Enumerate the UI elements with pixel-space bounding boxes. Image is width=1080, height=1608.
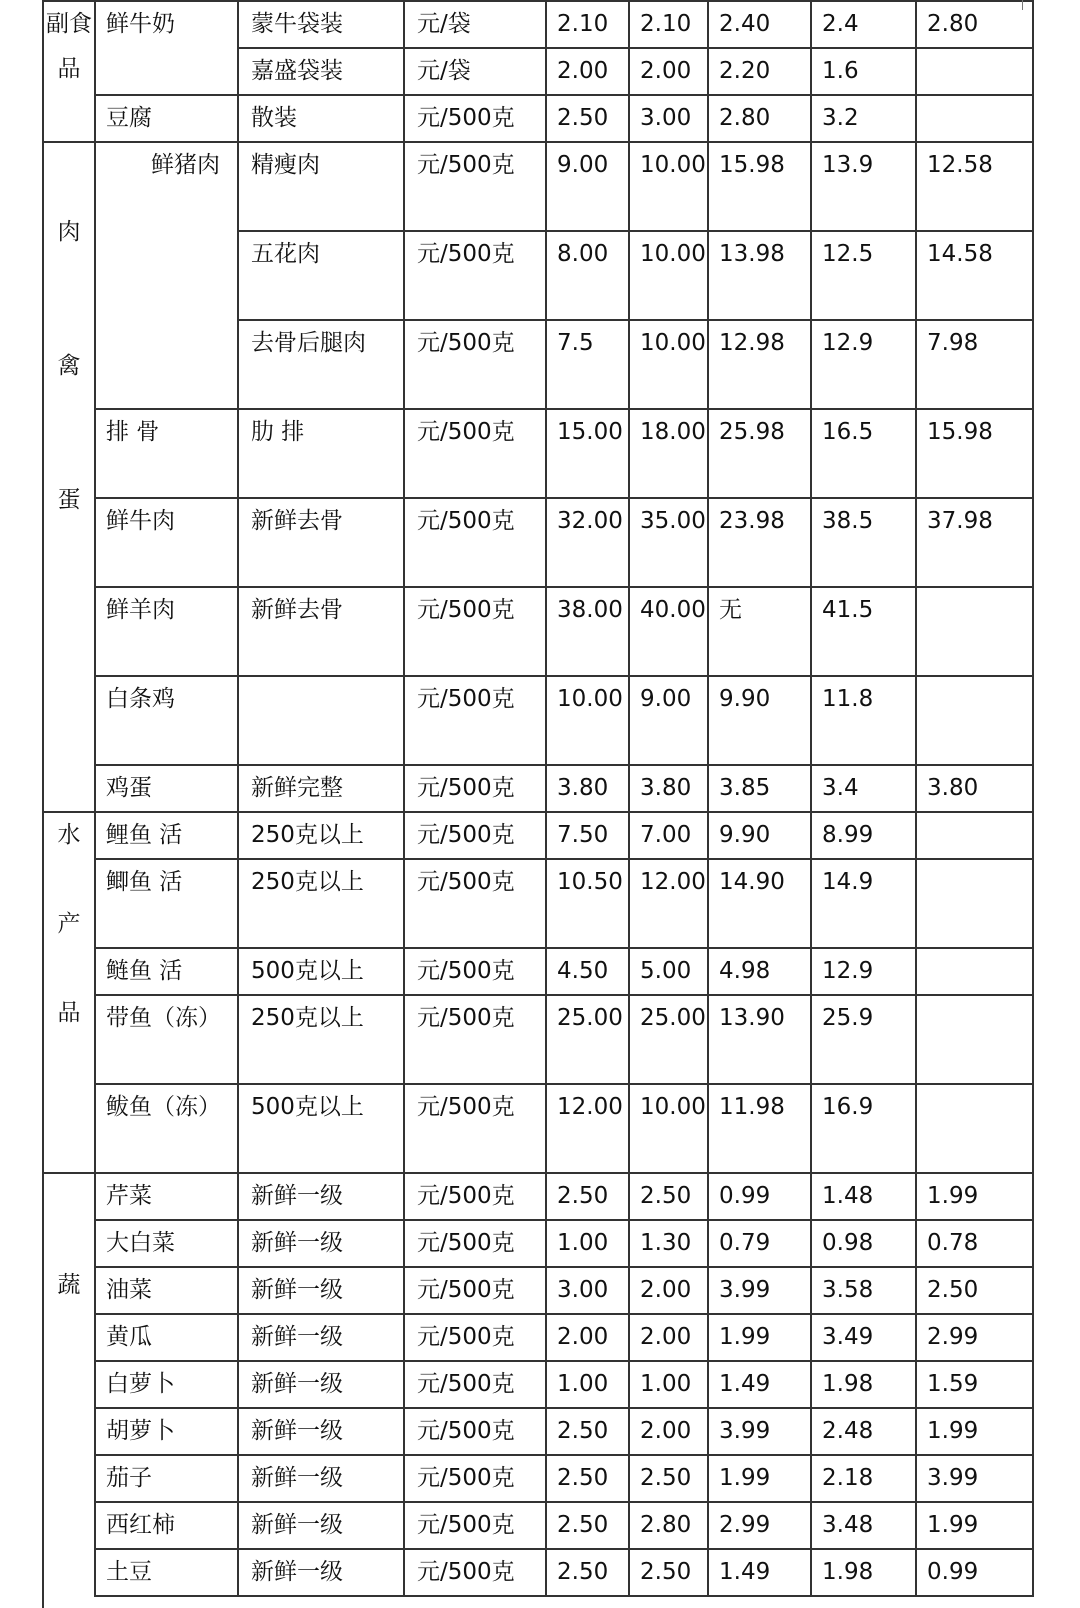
price-cell: 1.99	[916, 1173, 1033, 1220]
category-cell	[43, 1, 95, 142]
unit-cell: 元/500克	[404, 142, 546, 231]
price-cell: 2.10	[629, 1, 708, 48]
price-cell: 1.48	[811, 1173, 916, 1220]
table-row	[43, 1549, 1033, 1596]
price-cell: 7.00	[629, 812, 708, 859]
price-cell: 16.5	[811, 409, 916, 498]
price-cell: 25.98	[708, 409, 811, 498]
page-corner-mark	[1022, 0, 1023, 10]
price-cell: 9.00	[629, 676, 708, 765]
unit-cell: 元/500克	[404, 995, 546, 1084]
category-label: 副食品	[46, 11, 92, 82]
unit-cell: 元/500克	[404, 1502, 546, 1549]
price-cell: 无	[708, 587, 811, 676]
price-cell: 2.80	[708, 95, 811, 142]
price-cell: 2.50	[629, 1549, 708, 1596]
price-cell: 2.40	[708, 1, 811, 48]
item-cell: 大白菜	[95, 1220, 238, 1267]
price-cell: 0.79	[708, 1220, 811, 1267]
table-row	[43, 1084, 1033, 1173]
price-cell: 18.00	[629, 409, 708, 498]
price-cell	[916, 812, 1033, 859]
table-row	[43, 587, 1033, 676]
item-cell: 土豆	[95, 1549, 238, 1596]
table-row	[43, 1173, 1033, 1220]
price-cell: 1.00	[629, 1361, 708, 1408]
spec-cell: 去骨后腿肉	[238, 320, 404, 409]
price-table	[42, 0, 1034, 1597]
item-cell: 带鱼（冻）	[95, 995, 238, 1084]
price-cell: 15.00	[546, 409, 629, 498]
unit-cell: 元/500克	[404, 1267, 546, 1314]
spec-cell: 250克以上	[238, 812, 404, 859]
table-row	[43, 1267, 1033, 1314]
price-cell	[916, 587, 1033, 676]
unit-cell: 元/500克	[404, 1549, 546, 1596]
price-cell: 15.98	[916, 409, 1033, 498]
unit-cell: 元/500克	[404, 1314, 546, 1361]
price-cell	[916, 95, 1033, 142]
price-cell	[916, 676, 1033, 765]
price-cell: 0.99	[708, 1173, 811, 1220]
price-cell: 2.50	[546, 1549, 629, 1596]
price-cell: 2.50	[546, 1502, 629, 1549]
unit-cell: 元/500克	[404, 765, 546, 812]
table-row	[43, 859, 1033, 948]
price-cell: 7.5	[546, 320, 629, 409]
price-cell: 13.90	[708, 995, 811, 1084]
unit-cell: 元/500克	[404, 948, 546, 995]
category-cell	[43, 812, 95, 1173]
spec-cell: 500克以上	[238, 1084, 404, 1173]
unit-cell: 元/袋	[404, 48, 546, 95]
price-cell: 5.00	[629, 948, 708, 995]
price-cell: 4.50	[546, 948, 629, 995]
price-cell: 10.00	[546, 676, 629, 765]
unit-cell: 元/500克	[404, 1220, 546, 1267]
price-cell: 2.50	[629, 1173, 708, 1220]
spec-cell: 新鲜一级	[238, 1173, 404, 1220]
price-cell: 1.30	[629, 1220, 708, 1267]
table-row	[43, 1502, 1033, 1549]
price-cell: 25.9	[811, 995, 916, 1084]
unit-cell: 元/500克	[404, 1455, 546, 1502]
price-cell: 3.80	[629, 765, 708, 812]
spec-cell: 新鲜一级	[238, 1267, 404, 1314]
price-cell: 3.2	[811, 95, 916, 142]
page-left-edge	[42, 1560, 44, 1608]
item-cell: 西红柿	[95, 1502, 238, 1549]
price-cell: 7.50	[546, 812, 629, 859]
unit-cell: 元/500克	[404, 1173, 546, 1220]
price-cell: 13.9	[811, 142, 916, 231]
price-cell: 8.99	[811, 812, 916, 859]
price-cell: 2.4	[811, 1, 916, 48]
price-cell: 41.5	[811, 587, 916, 676]
price-cell: 12.9	[811, 948, 916, 995]
unit-cell: 元/500克	[404, 498, 546, 587]
category-cell	[43, 1173, 95, 1596]
price-cell: 1.59	[916, 1361, 1033, 1408]
item-cell: 油菜	[95, 1267, 238, 1314]
price-cell: 3.4	[811, 765, 916, 812]
table-row	[43, 1314, 1033, 1361]
price-cell: 40.00	[629, 587, 708, 676]
price-cell: 14.9	[811, 859, 916, 948]
price-cell: 14.58	[916, 231, 1033, 320]
price-cell: 3.00	[546, 1267, 629, 1314]
table-row	[43, 812, 1033, 859]
item-cell: 鲜猪肉	[95, 142, 238, 409]
price-cell: 0.78	[916, 1220, 1033, 1267]
price-cell: 35.00	[629, 498, 708, 587]
price-cell: 0.98	[811, 1220, 916, 1267]
spec-cell: 嘉盛袋装	[238, 48, 404, 95]
price-cell: 11.98	[708, 1084, 811, 1173]
price-cell: 3.48	[811, 1502, 916, 1549]
item-cell: 茄子	[95, 1455, 238, 1502]
price-cell: 1.99	[708, 1314, 811, 1361]
spec-cell: 250克以上	[238, 995, 404, 1084]
spec-cell: 散装	[238, 95, 404, 142]
spec-cell: 新鲜一级	[238, 1314, 404, 1361]
price-cell: 1.98	[811, 1361, 916, 1408]
spec-cell: 新鲜一级	[238, 1455, 404, 1502]
item-cell: 黄瓜	[95, 1314, 238, 1361]
unit-cell: 元/500克	[404, 1408, 546, 1455]
price-cell	[916, 995, 1033, 1084]
category-label: 水产品	[57, 822, 81, 1026]
price-cell: 1.99	[916, 1408, 1033, 1455]
price-cell: 2.10	[546, 1, 629, 48]
price-cell: 2.50	[629, 1455, 708, 1502]
price-cell: 8.00	[546, 231, 629, 320]
table-row	[43, 1220, 1033, 1267]
table-row	[43, 765, 1033, 812]
item-cell: 鲤鱼 活	[95, 812, 238, 859]
item-cell: 鲫鱼 活	[95, 859, 238, 948]
price-cell: 2.99	[916, 1314, 1033, 1361]
price-cell: 16.9	[811, 1084, 916, 1173]
price-cell	[916, 859, 1033, 948]
price-cell: 2.50	[546, 95, 629, 142]
price-cell: 2.18	[811, 1455, 916, 1502]
table-row	[43, 142, 1033, 231]
price-cell: 1.98	[811, 1549, 916, 1596]
unit-cell: 元/500克	[404, 587, 546, 676]
item-cell: 鸡蛋	[95, 765, 238, 812]
spec-cell	[238, 676, 404, 765]
price-cell: 2.00	[629, 48, 708, 95]
price-cell: 9.90	[708, 676, 811, 765]
price-cell: 10.00	[629, 231, 708, 320]
price-cell: 2.00	[629, 1408, 708, 1455]
price-cell: 2.50	[916, 1267, 1033, 1314]
unit-cell: 元/500克	[404, 231, 546, 320]
price-cell: 2.00	[629, 1267, 708, 1314]
table-row	[43, 676, 1033, 765]
price-cell	[916, 948, 1033, 995]
spec-cell: 新鲜去骨	[238, 498, 404, 587]
price-cell: 3.00	[629, 95, 708, 142]
price-cell: 2.00	[546, 48, 629, 95]
price-cell: 12.58	[916, 142, 1033, 231]
spec-cell: 新鲜一级	[238, 1361, 404, 1408]
table-row	[43, 948, 1033, 995]
spec-cell: 新鲜完整	[238, 765, 404, 812]
price-cell: 1.00	[546, 1361, 629, 1408]
unit-cell: 元/500克	[404, 1361, 546, 1408]
price-cell: 3.80	[916, 765, 1033, 812]
item-cell: 鲜羊肉	[95, 587, 238, 676]
spec-cell: 250克以上	[238, 859, 404, 948]
price-cell: 12.9	[811, 320, 916, 409]
table-row	[43, 995, 1033, 1084]
spec-cell: 蒙牛袋装	[238, 1, 404, 48]
price-cell: 14.90	[708, 859, 811, 948]
price-cell: 0.99	[916, 1549, 1033, 1596]
item-cell: 鲜牛奶	[95, 1, 238, 95]
item-cell: 排 骨	[95, 409, 238, 498]
price-cell: 1.99	[708, 1455, 811, 1502]
price-cell: 1.00	[546, 1220, 629, 1267]
price-cell: 12.00	[546, 1084, 629, 1173]
price-cell: 2.00	[546, 1314, 629, 1361]
unit-cell: 元/500克	[404, 409, 546, 498]
price-cell: 25.00	[546, 995, 629, 1084]
price-cell: 37.98	[916, 498, 1033, 587]
price-cell: 7.98	[916, 320, 1033, 409]
item-cell: 白萝卜	[95, 1361, 238, 1408]
table-row	[43, 409, 1033, 498]
table-row	[43, 95, 1033, 142]
price-cell: 2.20	[708, 48, 811, 95]
price-cell: 23.98	[708, 498, 811, 587]
price-cell: 12.00	[629, 859, 708, 948]
spec-cell: 新鲜一级	[238, 1549, 404, 1596]
item-cell: 鲜牛肉	[95, 498, 238, 587]
unit-cell: 元/500克	[404, 812, 546, 859]
item-cell: 鲢鱼 活	[95, 948, 238, 995]
price-cell: 10.00	[629, 142, 708, 231]
price-cell: 3.85	[708, 765, 811, 812]
price-cell: 2.50	[546, 1455, 629, 1502]
price-cell: 2.50	[546, 1408, 629, 1455]
table-row	[43, 498, 1033, 587]
category-cell	[43, 142, 95, 812]
price-cell: 9.00	[546, 142, 629, 231]
spec-cell: 新鲜一级	[238, 1408, 404, 1455]
price-cell: 2.00	[629, 1314, 708, 1361]
price-cell: 10.50	[546, 859, 629, 948]
price-cell: 3.58	[811, 1267, 916, 1314]
item-cell: 白条鸡	[95, 676, 238, 765]
category-label: 蔬	[57, 1272, 81, 1298]
spec-cell: 新鲜一级	[238, 1502, 404, 1549]
price-cell: 3.99	[708, 1408, 811, 1455]
unit-cell: 元/500克	[404, 1084, 546, 1173]
spec-cell: 500克以上	[238, 948, 404, 995]
price-cell: 15.98	[708, 142, 811, 231]
price-cell: 13.98	[708, 231, 811, 320]
price-cell: 2.50	[546, 1173, 629, 1220]
price-cell: 38.5	[811, 498, 916, 587]
price-cell: 1.99	[916, 1502, 1033, 1549]
spec-cell: 精瘦肉	[238, 142, 404, 231]
category-label: 肉禽蛋	[57, 219, 81, 513]
price-cell: 3.80	[546, 765, 629, 812]
spec-cell: 新鲜一级	[238, 1220, 404, 1267]
price-cell: 4.98	[708, 948, 811, 995]
table-row	[43, 1455, 1033, 1502]
price-cell: 11.8	[811, 676, 916, 765]
price-cell: 1.49	[708, 1361, 811, 1408]
price-cell: 12.5	[811, 231, 916, 320]
spec-cell: 五花肉	[238, 231, 404, 320]
price-cell: 12.98	[708, 320, 811, 409]
unit-cell: 元/500克	[404, 859, 546, 948]
price-cell: 25.00	[629, 995, 708, 1084]
item-cell: 豆腐	[95, 95, 238, 142]
price-cell: 2.48	[811, 1408, 916, 1455]
price-cell: 1.49	[708, 1549, 811, 1596]
price-cell: 38.00	[546, 587, 629, 676]
item-cell: 胡萝卜	[95, 1408, 238, 1455]
price-cell: 2.80	[629, 1502, 708, 1549]
price-cell: 2.99	[708, 1502, 811, 1549]
price-cell: 10.00	[629, 320, 708, 409]
price-cell: 3.99	[708, 1267, 811, 1314]
unit-cell: 元/袋	[404, 1, 546, 48]
unit-cell: 元/500克	[404, 676, 546, 765]
price-cell: 32.00	[546, 498, 629, 587]
table-row	[43, 1, 1033, 48]
price-cell: 10.00	[629, 1084, 708, 1173]
item-cell: 鲅鱼（冻）	[95, 1084, 238, 1173]
price-cell	[916, 1084, 1033, 1173]
unit-cell: 元/500克	[404, 95, 546, 142]
spec-cell: 肋 排	[238, 409, 404, 498]
spec-cell: 新鲜去骨	[238, 587, 404, 676]
price-cell: 1.6	[811, 48, 916, 95]
price-cell: 3.49	[811, 1314, 916, 1361]
price-cell: 9.90	[708, 812, 811, 859]
table-row	[43, 1408, 1033, 1455]
price-cell: 3.99	[916, 1455, 1033, 1502]
unit-cell: 元/500克	[404, 320, 546, 409]
item-cell: 芹菜	[95, 1173, 238, 1220]
price-cell	[916, 48, 1033, 95]
price-cell: 2.80	[916, 1, 1033, 48]
table-row	[43, 1361, 1033, 1408]
